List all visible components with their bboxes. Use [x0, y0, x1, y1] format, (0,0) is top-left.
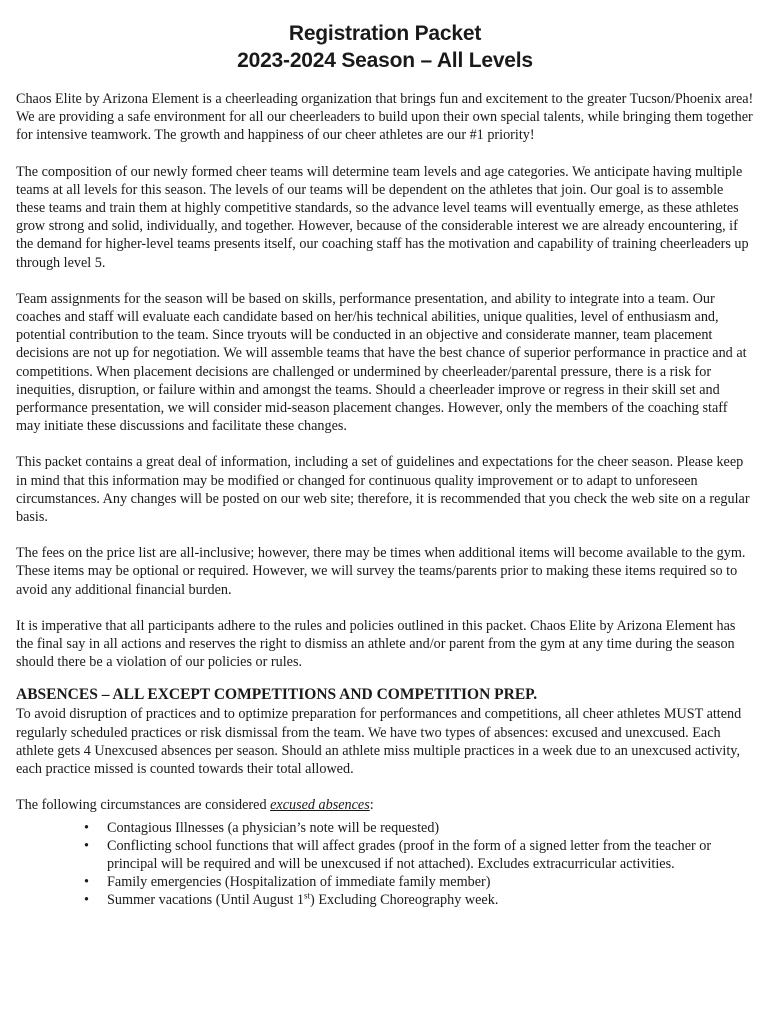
- excused-absences-list: [16, 819, 754, 910]
- excused-intro-suffix: :: [369, 797, 374, 814]
- fees-paragraph: The fees on the price list are all-inclusive; however, there may be times when additional items will become available to the gym. These items may be optional or required. However, we will survey the teams/parents prior to making these items required so to avoid any additional financial burden.: [16, 545, 746, 598]
- title-line-2: 2023-2024 Season – All Levels: [237, 49, 533, 72]
- list-item: [84, 891, 754, 909]
- document-title: [16, 20, 754, 74]
- team-composition-paragraph: The composition of our newly formed cheer teams will determine team levels and age categories. We anticipate having multiple teams at all levels for this season. The levels of our teams will be dependent on the athletes that join. Our goal is to assemble these teams and train them at highly competitive standards, so the advance level teams will eventually emerge, as these athletes grow strong and solid, individually, and together. However, because of the considerable interest we are already encountering, if the demand for higher-level teams presents itself, our coaching staff has the motivation and capability of training cheerleaders up through level 5.: [16, 163, 749, 271]
- list-item: [84, 837, 754, 873]
- team-assignments-paragraph: Team assignments for the season will be based on skills, performance presentation, and ability to integrate into a team. Our coaches and staff will evaluate each candidate based on her/his technical abilities, unique qualities, level of enthusiasm and, potential contribution to the team. Since tryouts will be conducted in an objective and considerate manner, team placement decisions are not up for negotiation. We will assemble teams that have the best chance of superior performance in practice and at competitions. When placement decisions are challenged or undermined by cheerleader/parental pressure, there is a risk for inequities, disruption, or failure within and amongst the teams. Should a cheerleader improve or regress in their skill set and performance presentation, we will consider mid-season placement changes. However, only the members of the coaching staff may initiate these discussions and facilitate these changes.: [16, 290, 747, 435]
- packet-info-paragraph: This packet contains a great deal of information, including a set of guidelines and expectations for the cheer season. Please keep in mind that this information may be modified or changed for continuous quality improvement or to adapt to unforeseen circumstances. Any changes will be posted on our web site; therefore, it is recommended that you check the web site on a regular basis.: [16, 454, 750, 526]
- list-item-text: Family emergencies (Hospitalization of immediate family member): [107, 874, 491, 891]
- absences-paragraph: To avoid disruption of practices and to optimize preparation for performances and competitions, all cheer athletes MUST attend regularly scheduled practices or risk dismissal from the team. We have two types of absences: excused and unexcused. Each athlete gets 4 Unexcused absences per season. Should an athlete miss multiple practices in a week due to an unexcused activity, each practice missed is counted towards their total allowed.: [16, 706, 742, 778]
- ordinal-superscript: st: [304, 890, 311, 901]
- bullet-icon: •: [84, 892, 89, 909]
- excused-absences-emphasis: excused absences: [270, 797, 370, 814]
- list-item-text-after: ) Excluding Choreography week.: [310, 892, 499, 909]
- title-line-1: Registration Packet: [288, 22, 482, 45]
- list-item-text-before: Summer vacations (Until August 1: [107, 892, 305, 909]
- intro-paragraph: Chaos Elite by Arizona Element is a cheerleading organization that brings fun and excitement to the greater Tucson/Phoenix area! We are providing a safe environment for all our cheerleaders to build upon their own special talents, while bringing them together for intensive teamwork. The growth and happiness of our cheer athletes are our #1 priority!: [16, 91, 754, 144]
- list-item-text: Contagious Illnesses (a physician’s note will be requested): [107, 819, 440, 836]
- bullet-icon: •: [84, 819, 89, 836]
- absences-heading: ABSENCES – ALL EXCEPT COMPETITIONS AND COMPETITION PREP.: [16, 686, 538, 704]
- list-item: [84, 819, 754, 837]
- bullet-icon: •: [84, 874, 89, 891]
- rules-paragraph: It is imperative that all participants adhere to the rules and policies outlined in this packet. Chaos Elite by Arizona Element has the final say in all actions and reserves the right to dismiss an athlete and/or parent from the gym at any time during the season should there be a violation of our policies or rules.: [16, 617, 736, 671]
- excused-absences-intro: [16, 796, 754, 814]
- list-item: [84, 873, 754, 891]
- document-page: [16, 20, 754, 910]
- bullet-icon: •: [84, 837, 89, 854]
- excused-intro-prefix: The following circumstances are considered: [16, 797, 271, 814]
- list-item-text: Conflicting school functions that will affect grades (proof in the form of a signed letter from the teacher or principal will be required and will be unexcused if not attached). Excludes extracurricular activities.: [107, 837, 712, 872]
